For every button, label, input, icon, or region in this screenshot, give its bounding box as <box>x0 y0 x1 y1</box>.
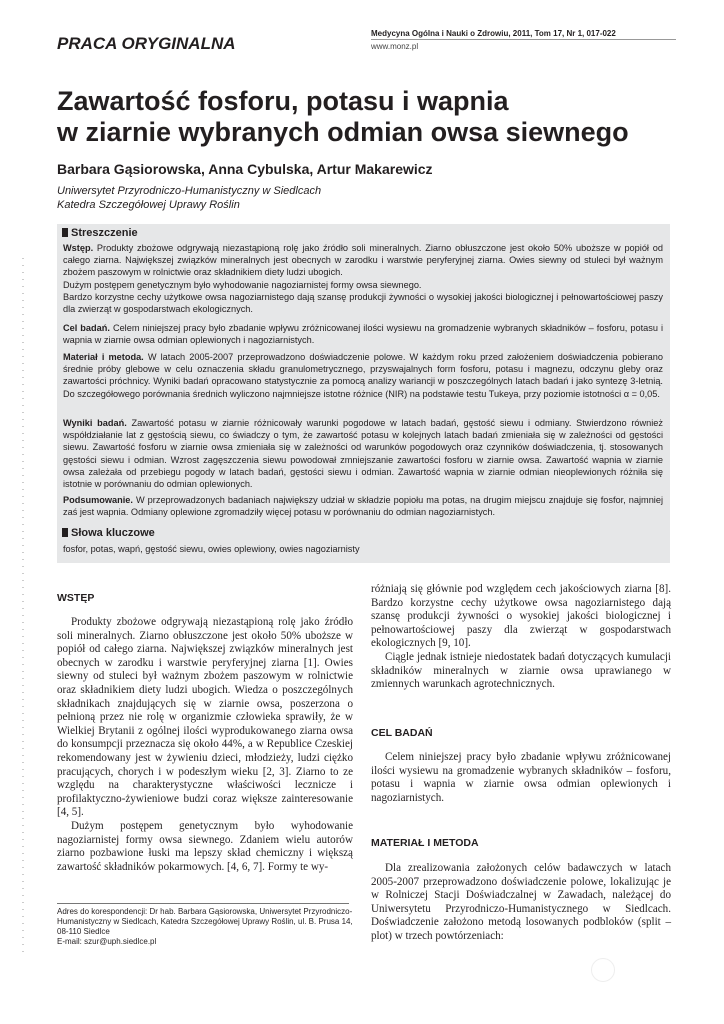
abstract-results-text: Zawartość potasu w ziarnie różnicowały warunki pogodowe w latach badań, gęstość siewu i odmiany. Stwierdzono również współdziałanie lat z gęstością siewu, co świadczy o tym, że zawartość potasu w kolejnych latach badań zmieniała się w zależności od gęstości siewu. Zawartość fosforu w ziarnie owsa zmieniała się w zależności od warunków pogodowych oraz czynników doświadczenia, tj. stosowanych gęstości siewu i odmian. Wzrost zagęszczenia siewu powodował zmniejszanie zawartości fosforu w ziarnie owsa. Zawartość wapnia w ziarnie owsa zależała od przebiegu pogody w latach badań, gęstości siewu i odmian. Zawartość wapnia w ziarnie odmian nieoplewionych różniła się istotnie w porównaniu do odmian oplewionych. <box>63 418 664 490</box>
intro-paragraph-2: Dużym postępem genetycznym było wyhodowanie nagoziarnistej formy owsa siewnego. Zdaniem wielu autorów ziarno pozbawione łuski ma lepszy skład chemiczny i większą zawartość składników pokarmowych. [4, 6, 7]. Formy te wy- <box>57 819 353 873</box>
abstract-results-label: Wyniki badań. <box>63 418 127 428</box>
correspondence-email[interactable]: E-mail: szur@uph.siedlce.pl <box>57 937 157 946</box>
article-title <box>57 86 677 148</box>
keywords-heading-text: Słowa kluczowe <box>71 527 155 539</box>
abstract-aim-label: Cel badań. <box>63 323 110 333</box>
keywords-heading <box>62 527 155 539</box>
authors: Barbara Gąsiorowska, Anna Cybulska, Artur Makarewicz <box>57 161 433 177</box>
abstract-summary <box>63 494 663 518</box>
methods-block <box>371 862 671 944</box>
intro-paragraph-3: różniają się głównie pod względem cech jakościowych ziarna [8]. Bardzo korzystne cechy użytkowe owsa nagoziarnistego dają szansę produkcji żywności o wysokiej jakości biologicznej i pełnowartościowej paszy dla zwierząt w gospodarstwach ekologicznych [9, 10]. <box>371 583 671 650</box>
bullet-square-icon <box>62 228 68 237</box>
affiliation <box>57 184 321 212</box>
left-column <box>57 616 353 874</box>
title-line-2: w ziarnie wybranych odmian owsa siewnego <box>57 117 629 147</box>
aim-paragraph: Celem niniejszej pracy było zbadanie wpływu zróżnicowanej ilości wysiewu na gromadzenie wybranych składników – fosforu, potasu i wapnia w ziarnie owsa odmian oplewionych i nagoziarnistych. <box>371 751 671 804</box>
journal-reference: Medycyna Ogólna i Nauki o Zdrowiu, 2011, Tom 17, Nr 1, 017-022 <box>371 29 616 38</box>
journal-url[interactable]: www.monz.pl <box>371 42 419 51</box>
right-column-top <box>371 583 671 692</box>
section-heading-intro: WSTĘP <box>57 592 95 604</box>
abstract-intro-text: Produkty zbożowe odgrywają niezastąpioną rolę jako źródło soli mineralnych. Ziarno obłuszczone jest około 50% uboższe w popiół od całego ziarna. Największej związków mineralnych jest obecnych w zarodku i warstwie peryferyjnej ziarna. Owies siewny od stuleci był ważnym zbożem paszowym w rolnictwie oraz składnikiem diety ludzi ubogich. <box>63 243 663 278</box>
affiliation-university: Uniwersytet Przyrodniczo-Humanistyczny w Siedlcach <box>57 185 322 197</box>
abstract-aim-text: Celem niniejszej pracy było zbadanie wpływu zróżnicowanej ilości wysiewu na gromadzenie wybranych składników – fosforu, potasu i wapnia w ziarnie owsa odmian oplewionych i nagoziarnistych. <box>63 323 663 346</box>
abstract-results <box>63 417 663 490</box>
bullet-square-icon <box>62 528 68 537</box>
abstract-intro-text-2: Dużym postępem genetycznym było wyhodowanie nagoziarnistej formy owsa siewnego. <box>63 279 422 290</box>
section-heading-aim: CEL BADAŃ <box>371 727 433 739</box>
abstract-intro-label: Wstęp. <box>63 243 94 253</box>
abstract-methods-text: W latach 2005-2007 przeprowadzono doświadczenie polowe. W każdym roku przed założeniem doświadczenia pobierano średnie próby glebowe w celu oznaczenia składu granulometrycznego, przyswajalnych form fosforu, potasu i magnezu, odczynu gleby oraz zawartości próchnicy. Wyniki badań opracowano statystycznie za pomocą analizy wariancji w poszczególnych latach badań i jako syntezę 3-letnią. Do szczegółowego porównania średnich wyliczono najmniejsze istotne różnice (NIR) na podstawie testu Tukeya, przy poziomie istotności α = 0,05. <box>63 352 664 399</box>
correspondence-footnote <box>57 907 355 947</box>
section-heading-methods: MATERIAŁ I METODA <box>371 837 479 849</box>
intro-paragraph-4: Ciągle jednak istnieje niedostatek badań dotyczących kumulacji składników mineralnych w ziarnie owsa uprawianego w zmiennych warunkach agrotechnicznych. <box>371 650 671 691</box>
correspondence-address: Adres do korespondencji: Dr hab. Barbara Gąsiorowska, Uniwersytet Przyrodniczo-Humanistyczny w Siedlcach, Katedra Szczegółowej Uprawy Roślin, ul. B. Prusa 14, 08-110 Siedlce <box>57 907 353 936</box>
margin-dotted-line <box>22 258 24 958</box>
section-label: PRACA ORYGINALNA <box>57 34 236 53</box>
abstract-heading-text: Streszczenie <box>71 227 138 239</box>
watermark-logo <box>591 958 615 982</box>
abstract-heading <box>62 227 138 239</box>
footnote-rule <box>57 903 349 904</box>
abstract-box <box>57 224 670 563</box>
aim-block <box>371 751 671 805</box>
abstract-methods <box>63 351 663 400</box>
abstract-summary-text: W przeprowadzonych badaniach największy udział w składzie popiołu ma potas, na drugim miejscu znajduje się fosfor, najmniej zaś jest wapnia. Odmiany oplewione zgromadziły więcej potasu w porównaniu do odmian nagoziarnistych. <box>63 495 663 518</box>
abstract-intro <box>63 242 663 315</box>
abstract-aim <box>63 322 663 346</box>
abstract-summary-label: Podsumowanie. <box>63 495 133 505</box>
title-line-1: Zawartość fosforu, potasu i wapnia <box>57 86 509 116</box>
abstract-methods-label: Materiał i metoda. <box>63 352 144 362</box>
intro-paragraph-1: Produkty zbożowe odgrywają niezastąpioną rolę jako źródło soli mineralnych. Ziarno obłuszczone jest około 50% uboższe w popiół od całego ziarna. Największej związków mineralnych jest obecnych w zarodku i warstwie peryferyjnej ziarna [1]. Owies siewny od stuleci był ważnym zbożem paszowym w rolnictwie oraz składnikiem diety ludzi ubogich. Wiedza o poszczególnych składnikach znajdujących się w ziarnie owsa, poszerzona o pełnioną przez nie rolę w organizmie człowieka sprawiły, że w Wielkiej Brytanii z ogólnej ilości wyprodukowanego ziarna owsa do konsumpcji przeznacza się około 44%, a w Republice Czeskiej rekomendowany jest w żywieniu dzieci, młodzieży, ludzi ciężko pracujących, chorych i w podeszłym wieku [2, 3]. Ziarno to ze względu na charakterystyczne właściwości lecznicze i profilaktyczno-żywieniowe budzi coraz większe zainteresowanie [4, 5]. <box>57 616 353 819</box>
methods-paragraph: Dla zrealizowania założonych celów badawczych w latach 2005-2007 przeprowadzono doświadczenie polowe, lokalizując je w Rolniczej Stacji Doświadczalnej w Zawadach, należącej do Uniwersytetu Przyrodniczo-Humanistycznego w Siedlcach. Doświadczenie założono metodą losowanych podbloków (split – plot) w trzech powtórzeniach: <box>371 862 671 942</box>
abstract-intro-text-3: Bardzo korzystne cechy użytkowe owsa nagoziarnistego dają szansę produkcji żywności o wysokiej jakości biologicznej i pełnowartościowej paszy dla zwierząt w gospodarstwach ekologicznych. <box>63 291 663 315</box>
header-rule <box>371 39 676 40</box>
affiliation-department: Katedra Szczegółowej Uprawy Roślin <box>57 199 240 211</box>
keywords: fosfor, potas, wapń, gęstość siewu, owies oplewiony, owies nagoziarnisty <box>63 544 360 554</box>
